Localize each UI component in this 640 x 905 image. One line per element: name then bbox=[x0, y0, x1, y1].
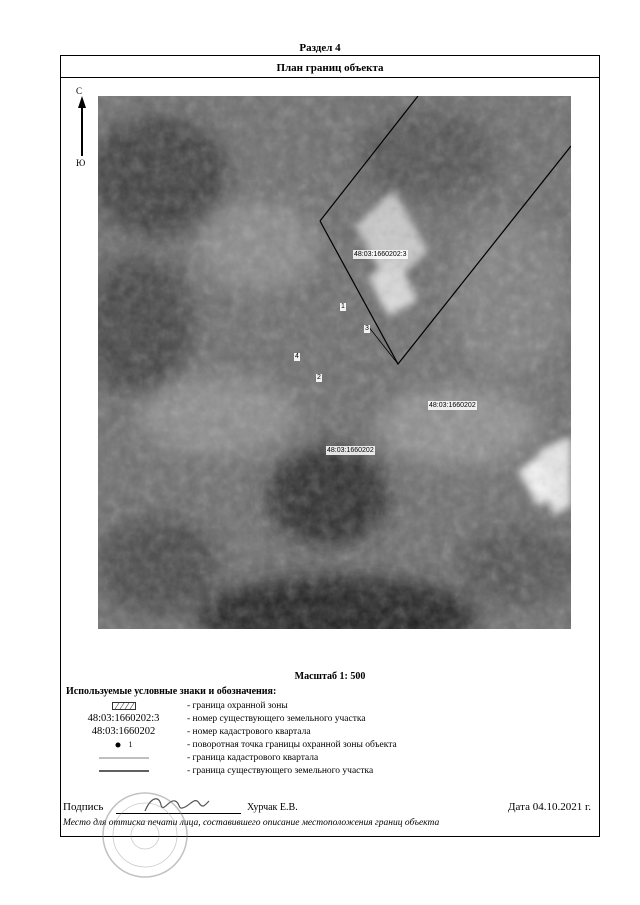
legend-symbol: 48:03:1660202 bbox=[91, 726, 156, 737]
legend-desc: - граница существующего земельного участка bbox=[187, 766, 374, 776]
turning-point-label: 2 bbox=[317, 374, 321, 381]
thick-line-icon bbox=[99, 768, 149, 774]
map-scale: Масштаб 1: 500 bbox=[294, 671, 366, 682]
legend-desc: - номер кадастрового квартала bbox=[187, 727, 311, 737]
legend-desc: - граница кадастрового квартала bbox=[187, 753, 319, 763]
legend-point-number: 1 bbox=[128, 740, 133, 749]
legend-symbol bbox=[61, 700, 186, 712]
legend-symbol bbox=[61, 752, 186, 764]
document-date: Дата 04.10.2021 г. bbox=[508, 801, 591, 813]
legend-row-parcel-number bbox=[61, 713, 599, 725]
aerial-photo bbox=[98, 96, 571, 629]
legend-row-quarter-boundary bbox=[61, 752, 599, 764]
north-arrow-bottom-label: Ю bbox=[76, 158, 86, 168]
legend-row-quarter-number bbox=[61, 726, 599, 738]
turning-point-label: 4 bbox=[295, 353, 299, 360]
plan-frame bbox=[60, 55, 600, 837]
seal-place-note: Место для оттиска печати лица, составившего описание местоположения границ объекта bbox=[63, 818, 440, 828]
aerial-map bbox=[98, 96, 571, 629]
plan-title: План границ объекта bbox=[61, 56, 599, 78]
legend-title: Используемые условные знаки и обозначения: bbox=[66, 686, 277, 697]
signer-name: Хурчак Е.В. bbox=[247, 802, 298, 813]
legend-symbol: 48:03:1660202:3 bbox=[87, 713, 160, 724]
parcel-number-label: 48:03:1660202:3 bbox=[354, 251, 407, 258]
signature-label: Подпись bbox=[63, 801, 104, 813]
legend-row-parcel-boundary bbox=[61, 765, 599, 777]
legend-desc: - поворотная точка границы охранной зоны объекта bbox=[187, 740, 397, 750]
turning-point-label: 3 bbox=[365, 325, 369, 332]
arrow-up-icon bbox=[78, 96, 86, 158]
north-arrow bbox=[71, 86, 91, 176]
hatched-zone-icon bbox=[112, 702, 136, 710]
section-title: Раздел 4 bbox=[299, 42, 341, 54]
legend-desc: - граница охранной зоны bbox=[187, 701, 288, 711]
seal-stamp bbox=[100, 790, 190, 880]
quarter-number-label: 48:03:1660202 bbox=[327, 447, 374, 454]
legend-symbol bbox=[61, 765, 186, 777]
turning-point-label: 1 bbox=[341, 303, 345, 310]
north-arrow-top-label: С bbox=[76, 86, 83, 96]
thin-line-icon bbox=[99, 755, 149, 761]
legend-symbol bbox=[61, 739, 186, 751]
dot-icon bbox=[115, 741, 129, 749]
quarter-number-label: 48:03:1660202 bbox=[429, 402, 476, 409]
legend-row-turning-point bbox=[61, 739, 599, 751]
legend-desc: - номер существующего земельного участка bbox=[187, 714, 366, 724]
legend-row-zone-boundary bbox=[61, 700, 599, 712]
